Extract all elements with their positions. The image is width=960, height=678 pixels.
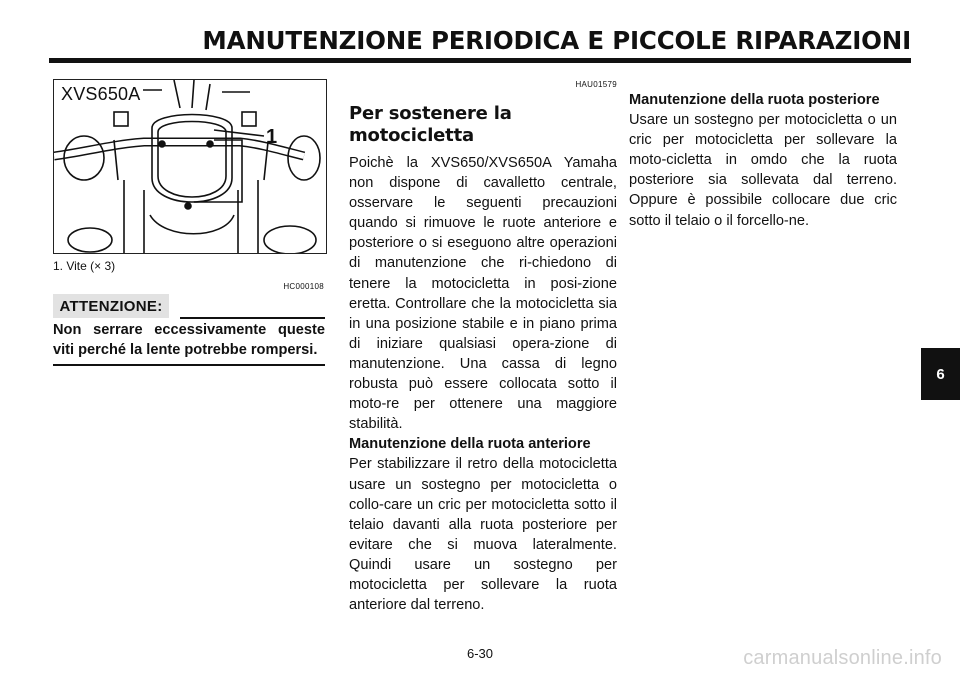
callout-number: 1 (266, 126, 278, 148)
attention-text: Non serrare eccessivamente queste viti perché la lente potrebbe rompersi. (53, 322, 325, 358)
reference-code: HC000108 (283, 282, 324, 291)
page-title: MANUTENZIONE PERIODICA E PICCOLE RIPARAZIONI (202, 26, 911, 55)
chapter-tab: 6 (921, 348, 960, 400)
attention-bottom-rule (53, 364, 325, 366)
reference-code: HAU01579 (575, 80, 617, 89)
middle-column (349, 103, 617, 615)
headlight-drawing (54, 80, 326, 253)
motorcycle-illustration (53, 79, 327, 254)
intro-paragraph: Poichè la XVS650/XVS650A Yamaha non dispone di cavalletto centrale, osservare le seguenti precauzioni quando si rimuove le ruote anteriore e posteriore o si eseguono altre operazioni di manutenzione che ri-chiedono di tenere la motocicletta in posi-zione eretta. Controllare che la motocicletta sia in una posizione stabile e in piano prima di iniziare qualsiasi opera-zione di manutenzione. Una cassa di legno robusta può essere collocata sotto il moto-re per ottenere una maggiore stabilità. (349, 155, 617, 433)
attention-label: ATTENZIONE: (53, 294, 169, 318)
model-label: XVS650A (58, 84, 143, 105)
front-wheel-heading: Manutenzione della ruota anteriore (349, 436, 591, 453)
right-column (629, 90, 897, 231)
header-rule (49, 58, 911, 63)
front-wheel-paragraph: Per stabilizzare il retro della motocicletta usare un sostegno per motocicletta o collo-care un cric per motocicletta sotto il telaio davanti alla ruota posteriore per evitare che si muova lateralmente. Quindi usare un sostegno per motocicletta per sollevare la ruota anteriore dal terreno. (349, 456, 617, 614)
page-number: 6-30 (466, 646, 494, 661)
rear-wheel-paragraph: Usare un sostegno per motocicletta o un cric per motocicletta per sollevare la moto-cicletta in omdo che la ruota posteriore sia sollevata dal terreno. Oppure è possibile collocare due cric sotto il telaio o il forcello-ne. (629, 112, 897, 229)
watermark: carmanualsonline.info (743, 647, 942, 669)
section-heading: Per sostenere la motocicletta (349, 103, 512, 146)
figure-caption: 1. Vite (× 3) (53, 259, 116, 273)
attention-rule (180, 317, 325, 319)
rear-wheel-heading: Manutenzione della ruota posteriore (629, 92, 880, 108)
